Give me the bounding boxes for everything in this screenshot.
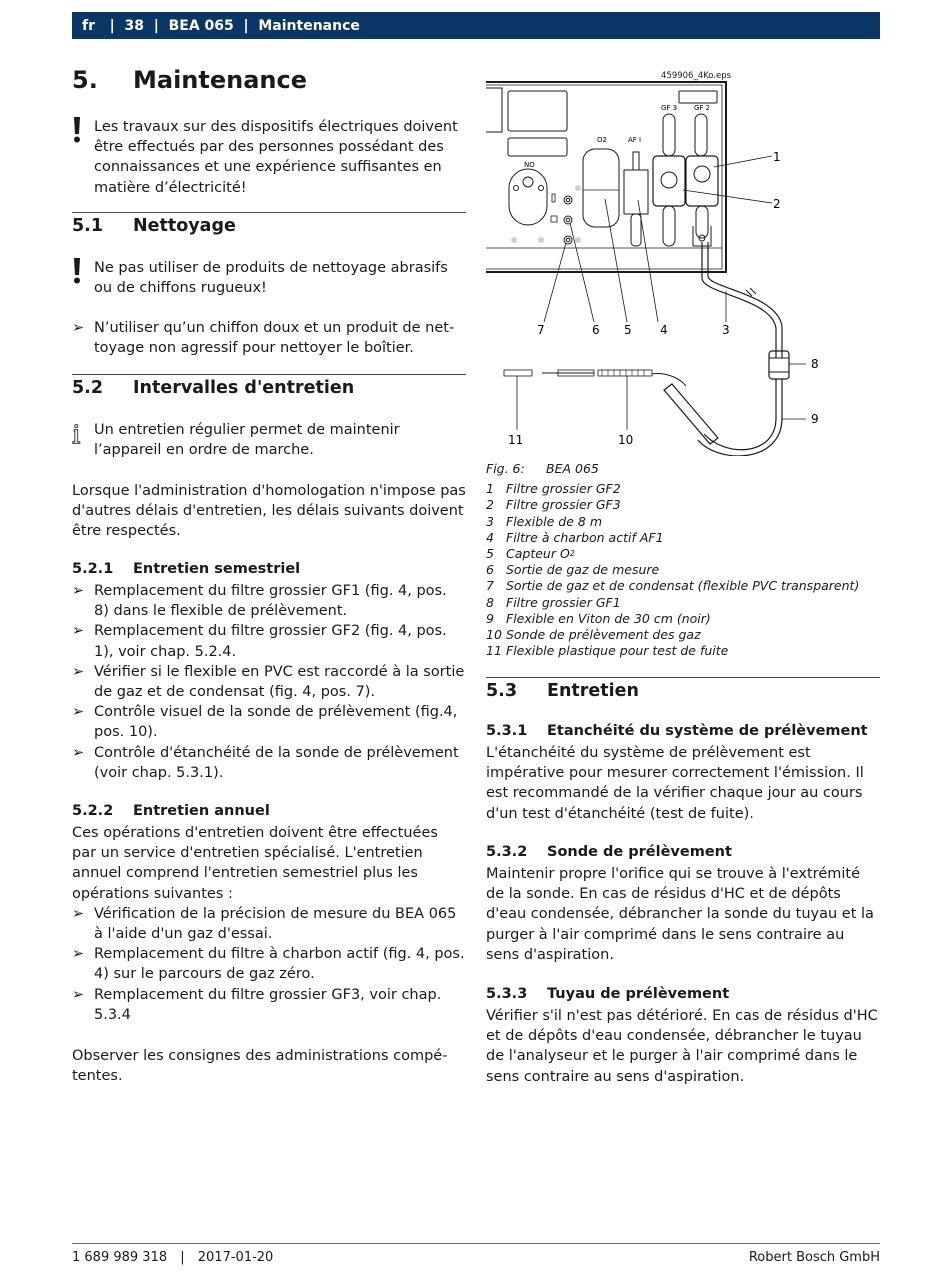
callout-4: 4 xyxy=(660,323,668,337)
list-item: ➢ Contrôle d'étanchéité de la sonde de prélèvement (voir chap. 5.3.1). xyxy=(72,743,466,783)
list-item: ➢ Remplacement du filtre grossier GF1 (fig. 4, pos. 8) dans le flexible de prélèvement. xyxy=(72,581,466,621)
chapter-title: Maintenance xyxy=(133,66,308,94)
device-diagram xyxy=(486,66,880,456)
legend-text: Filtre grossier GF3 xyxy=(506,497,621,513)
footer-divider xyxy=(72,1243,880,1244)
legend-text: Sortie de gaz et de condensat (flexible PVC transparent) xyxy=(506,578,860,594)
legend-item xyxy=(486,497,859,513)
callout-6: 6 xyxy=(592,323,600,337)
subsection-title: Tuyau de prélèvement xyxy=(547,986,730,1002)
legend-number: 10 xyxy=(486,627,502,643)
legend-item xyxy=(486,643,859,659)
subsection-5-3-1-heading xyxy=(486,723,868,739)
section-number: 5.1 xyxy=(72,216,104,236)
callout-9: 9 xyxy=(811,412,819,426)
tightness-text: L'étanchéité du système de prélèvement est impérative pour mesurer correctement l'émission. Il est recommandé de la vérifier chaque jour au cours d'un test d'étanchéité (test de fuite). xyxy=(486,745,864,822)
chapter-number: 5. xyxy=(72,66,98,94)
list-item: ➢ Vérifier si le flexible en PVC est raccordé à la sortie de gaz et de condensat (fig. 4, pos. 7). xyxy=(72,662,466,702)
subsection-title: Etanchéité du système de prélèvement xyxy=(547,723,868,739)
legend-number: 7 xyxy=(486,578,494,594)
callout-2: 2 xyxy=(773,197,781,211)
list-item: ➢ Remplacement du filtre grossier GF2 (fig. 4, pos. 1), voir chap. 5.2.4. xyxy=(72,621,466,661)
legend-text: Capteur O xyxy=(506,546,570,562)
subsection-number: 5.2.1 xyxy=(72,561,114,577)
af1-label: AF I xyxy=(628,136,642,144)
header-separator: | xyxy=(233,17,259,34)
list-item: ➢ N’utiliser qu’un chiffon doux et un produit de nettoyage non agressif pour nettoyer le boîtier. xyxy=(72,318,466,358)
authority-note: Observer les consignes des administrations compétentes. xyxy=(72,1048,448,1085)
annual-intro: Ces opérations d'entretien doivent être effectuées par un service d'entretien spécialisé. L'entretien annuel comprend l'entretien semestriel plus les opérations suivantes : xyxy=(72,825,438,902)
header-separator: | xyxy=(143,17,169,34)
company-name: Robert Bosch GmbH xyxy=(748,1250,880,1265)
figure-label: Fig. 6: xyxy=(486,461,525,476)
bea-065-drawing xyxy=(486,66,880,456)
list-item: ➢ Remplacement du filtre à charbon actif (fig. 4, pos. 4) sur le parcours de gaz zéro. xyxy=(72,944,466,984)
cleaning-warning-text: Ne pas utiliser de produits de nettoyage abrasifs ou de chiffons rugueux! xyxy=(94,260,448,297)
legend-number: 4 xyxy=(486,529,494,545)
probe-text: Maintenir propre l'orifice qui se trouve à l'extrémité de la sonde. En cas de résidus d'HC et de dépôts d'eau condensée, débrancher la sonde du tuyau et la purger à l'air comprimé dans le sens contraire au sens d'aspiration. xyxy=(486,866,874,963)
subsection-number: 5.2.2 xyxy=(72,803,114,819)
section-number: 5.3 xyxy=(486,681,518,701)
figure-filename: 459906_4Ko.eps xyxy=(661,71,732,81)
legend-item xyxy=(486,578,859,594)
legend-number: 9 xyxy=(486,610,494,626)
subsection-5-3-2-heading xyxy=(486,844,732,860)
hose-text: Vérifier s'il n'est pas détérioré. En cas de résidus d'HC et de dépôts d'eau condensée, débrancher le tuyau de l'analyseur et le purger à l'air comprimé dans le sens contraire au sens d'aspiration. xyxy=(486,1008,878,1085)
callout-11: 11 xyxy=(508,433,524,447)
callout-1: 1 xyxy=(773,150,781,164)
o2-label: O2 xyxy=(597,136,607,144)
no-sensor-label: NO xyxy=(524,161,535,169)
figure-legend xyxy=(486,481,859,659)
callout-8: 8 xyxy=(811,357,819,371)
electrical-warning xyxy=(72,117,466,198)
info-icon xyxy=(72,420,82,448)
legend-item xyxy=(486,562,859,578)
callout-10: 10 xyxy=(618,433,634,447)
subsection-number: 5.3.3 xyxy=(486,986,528,1002)
header-page-number: 38 xyxy=(124,17,144,34)
electrical-warning-text: Les travaux sur des dispositifs électriques doivent être effectués par des personnes possédant des connaissances et une expérience suffisantes en matière d’électricité! xyxy=(94,119,458,196)
document-number: 1 689 989 318 xyxy=(72,1250,168,1265)
legend-item xyxy=(486,627,859,643)
legend-text: Flexible plastique pour test de fuite xyxy=(506,643,729,659)
section-5-3-heading xyxy=(486,681,639,701)
legend-number: 3 xyxy=(486,513,494,529)
legend-item xyxy=(486,546,859,562)
semiannual-list xyxy=(72,581,466,783)
exclamation-icon xyxy=(72,117,82,145)
subsection-5-2-2-heading xyxy=(72,803,270,819)
legend-item xyxy=(486,514,859,530)
info-note-text: Un entretien régulier permet de maintenir l’appareil en ordre de marche. xyxy=(94,422,400,459)
section-divider xyxy=(486,677,880,678)
legend-text: Filtre à charbon actif AF1 xyxy=(506,529,664,545)
figure-caption xyxy=(486,461,859,659)
section-5-1-heading xyxy=(72,216,236,236)
cleaning-warning xyxy=(72,258,466,298)
section-title: Entretien xyxy=(547,681,639,701)
legend-number: 5 xyxy=(486,546,494,562)
section-divider xyxy=(72,212,466,213)
intervals-intro: Lorsque l'administration d'homologation n'impose pas d'autres délais d'entretien, les délais suivants doivent être respectés. xyxy=(72,483,466,540)
subsection-5-3-3-heading xyxy=(486,986,729,1002)
subsection-5-2-1-heading xyxy=(72,561,300,577)
legend-text: Filtre grossier GF2 xyxy=(506,481,621,497)
callout-7: 7 xyxy=(537,323,545,337)
subsection-number: 5.3.2 xyxy=(486,844,528,860)
legend-text: Sortie de gaz de mesure xyxy=(506,562,660,578)
legend-number: 11 xyxy=(486,643,502,659)
list-item: ➢ Remplacement du filtre grossier GF3, voir chap. 5.3.4 xyxy=(72,985,466,1025)
subsection-title: Entretien semestriel xyxy=(133,561,301,577)
legend-item xyxy=(486,611,859,627)
legend-item xyxy=(486,595,859,611)
list-item: ➢ Contrôle visuel de la sonde de prélèvement (fig.4, pos. 10). xyxy=(72,702,466,742)
legend-item xyxy=(486,481,859,497)
figure-title: BEA 065 xyxy=(546,461,599,476)
header-product: BEA 065 xyxy=(168,17,234,34)
legend-number: 1 xyxy=(486,481,494,497)
legend-subscript: 2 xyxy=(569,549,575,559)
callout-3: 3 xyxy=(722,323,730,337)
gf2-label: GF 2 xyxy=(694,104,711,112)
exclamation-icon xyxy=(72,258,82,286)
callout-5: 5 xyxy=(624,323,632,337)
legend-number: 2 xyxy=(486,497,494,513)
footer-separator: | xyxy=(180,1250,185,1265)
subsection-title: Sonde de prélèvement xyxy=(547,844,732,860)
header-separator: | xyxy=(95,17,125,34)
section-title: Nettoyage xyxy=(133,216,236,236)
legend-text: Sonde de prélèvement des gaz xyxy=(506,627,701,643)
gf3-label: GF 3 xyxy=(661,104,678,112)
subsection-title: Entretien annuel xyxy=(133,803,270,819)
cleaning-instruction xyxy=(72,318,466,358)
legend-text: Flexible en Viton de 30 cm (noir) xyxy=(506,610,711,626)
header-section: Maintenance xyxy=(258,17,360,34)
section-title: Intervalles d'entretien xyxy=(133,378,355,398)
section-divider xyxy=(72,374,466,375)
legend-text: Filtre grossier GF1 xyxy=(506,594,621,610)
section-5-2-heading xyxy=(72,378,354,398)
chapter-heading xyxy=(72,66,307,94)
page-header xyxy=(72,12,880,39)
document-date: 2017-01-20 xyxy=(197,1250,274,1265)
caption-title-row xyxy=(486,461,859,477)
list-item: ➢ Vérification de la précision de mesure du BEA 065 à l'aide d'un gaz d'essai. xyxy=(72,904,466,944)
legend-number: 8 xyxy=(486,594,494,610)
annual-section xyxy=(72,823,466,1025)
legend-text: Flexible de 8 m xyxy=(506,513,602,529)
footer-left xyxy=(72,1250,273,1265)
legend-number: 6 xyxy=(486,562,494,578)
info-note xyxy=(72,420,466,460)
subsection-number: 5.3.1 xyxy=(486,723,528,739)
header-language: fr xyxy=(82,17,95,34)
legend-item xyxy=(486,530,859,546)
section-number: 5.2 xyxy=(72,378,104,398)
